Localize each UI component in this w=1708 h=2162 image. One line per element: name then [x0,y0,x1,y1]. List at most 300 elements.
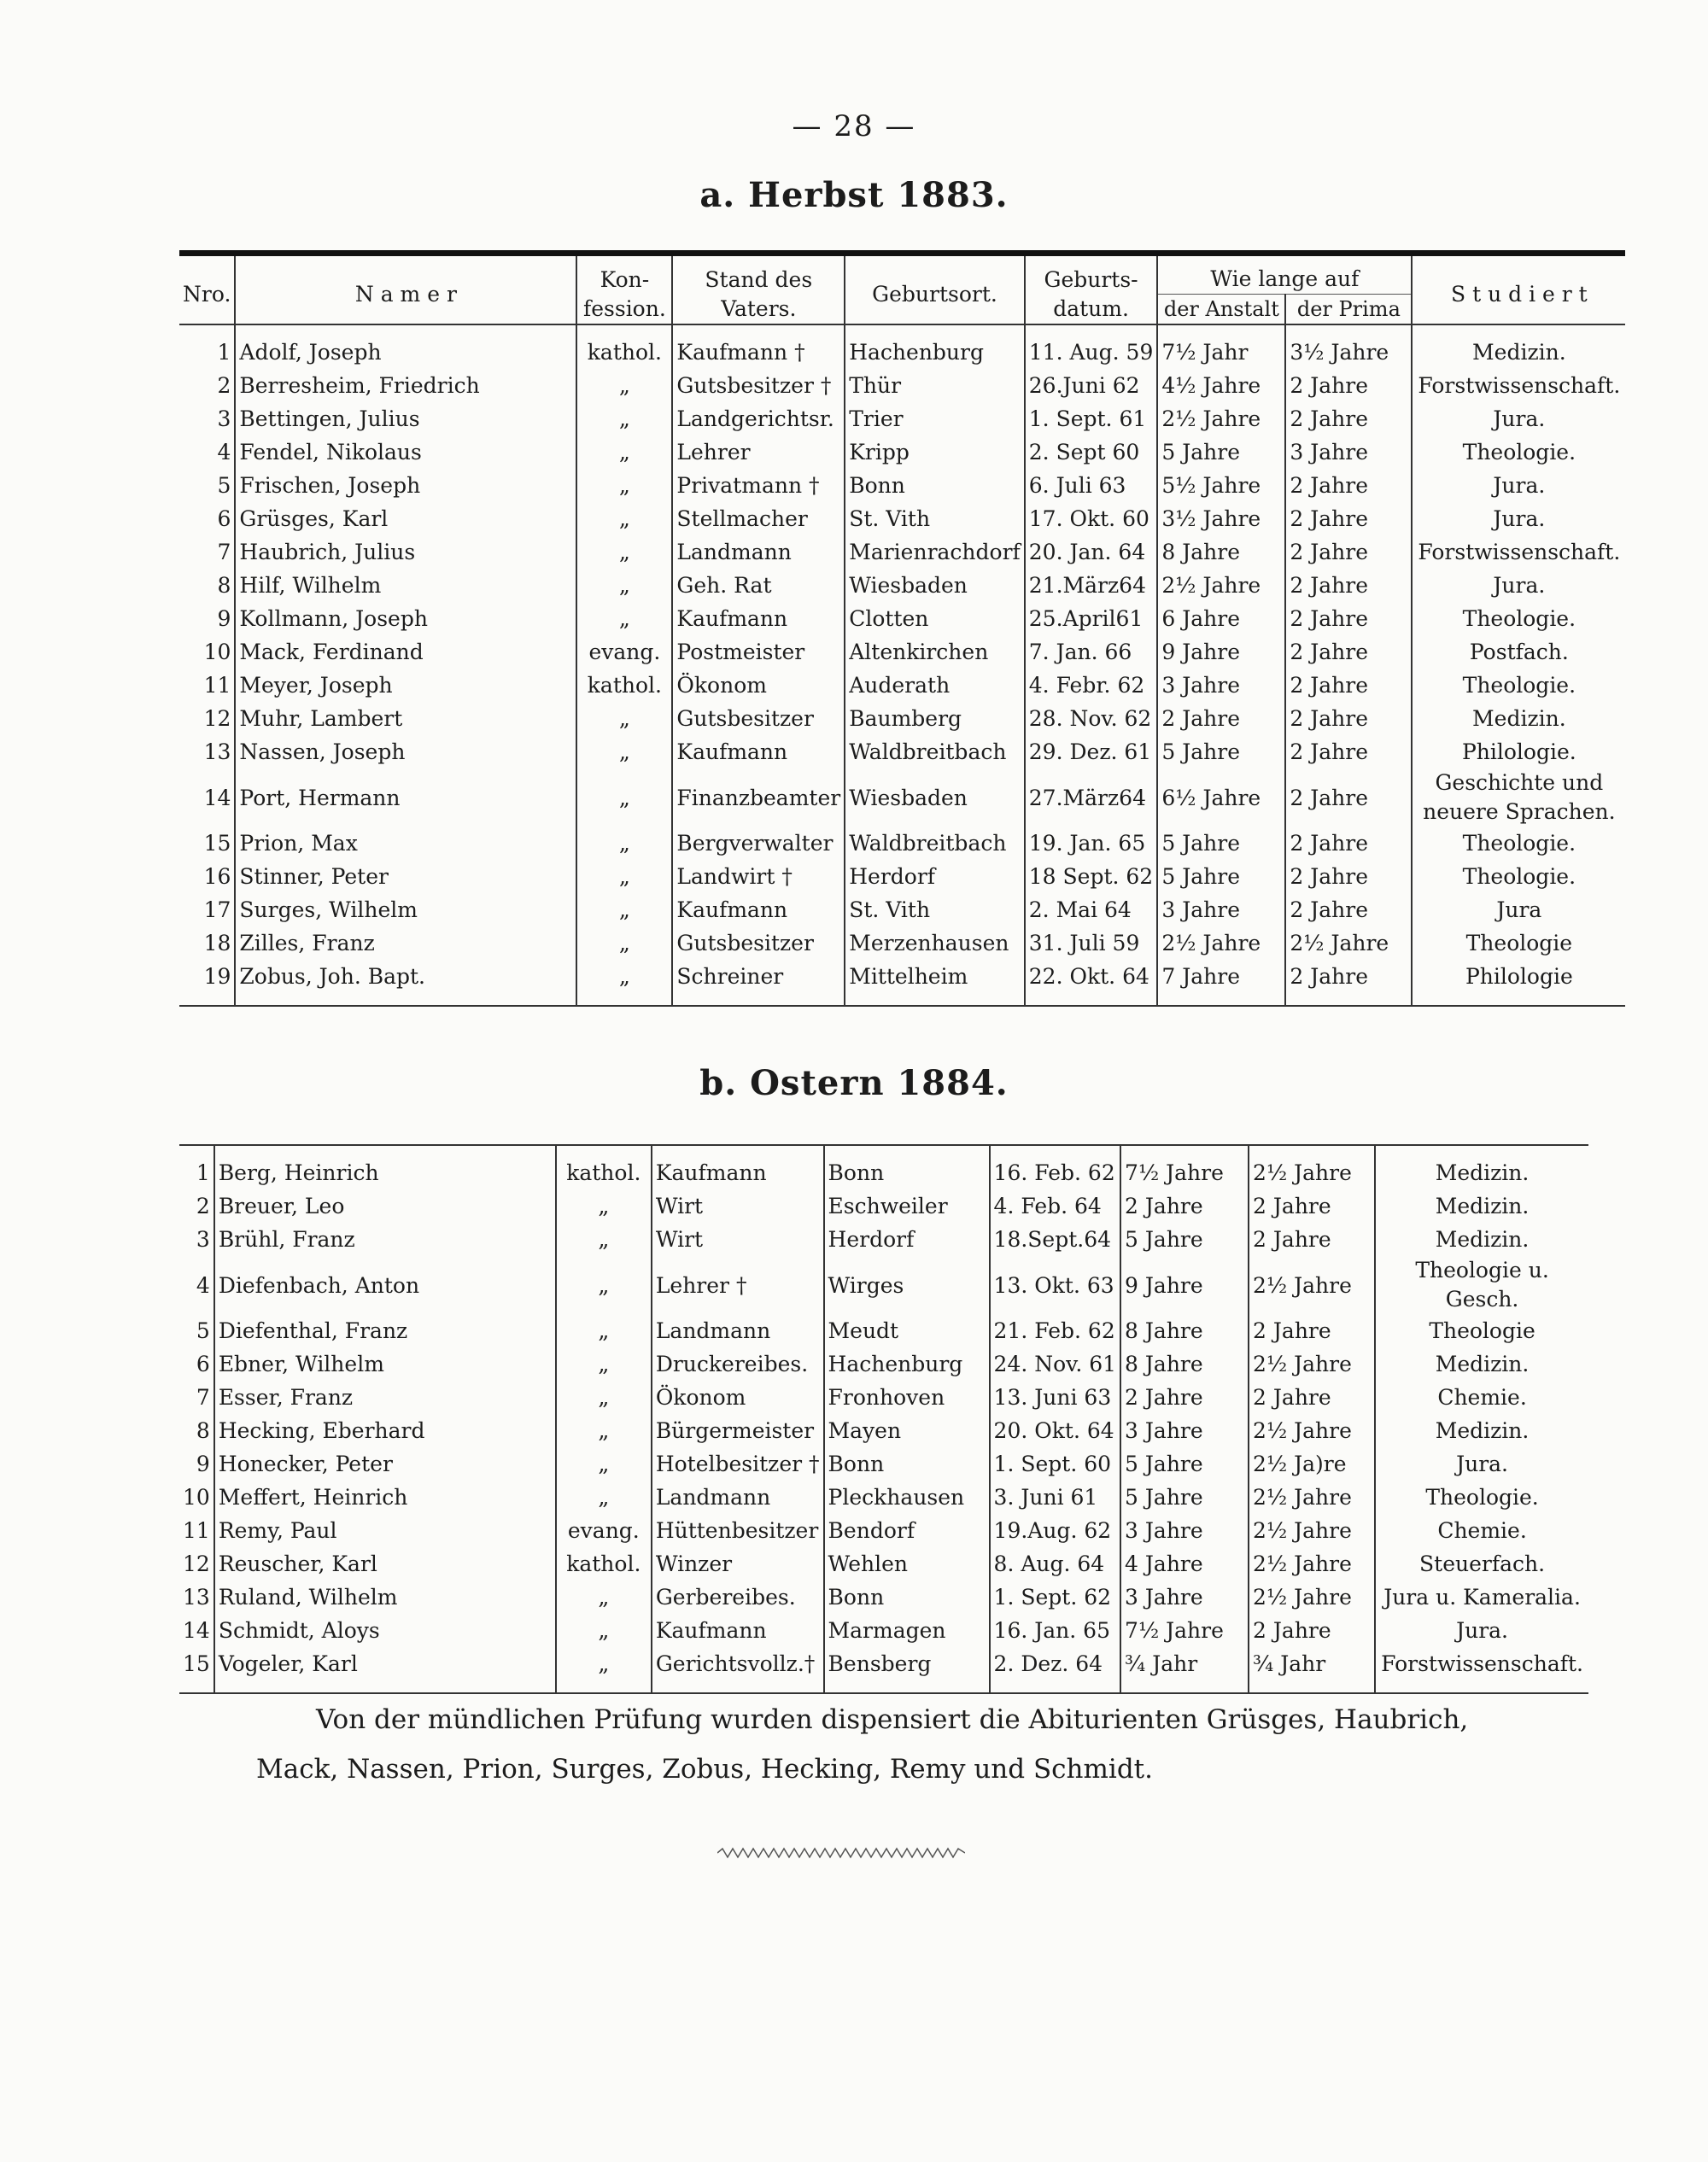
header-name: N a m e r [235,254,576,325]
konfession: kathol. [576,669,672,702]
header-geburtsort: Geburtsort. [845,254,1025,325]
geburtsort: Mayen [824,1414,990,1447]
geburtsort: Herdorf [824,1223,990,1256]
dauer-prima: 2½ Jahre [1249,1414,1375,1447]
table-row [179,1189,1588,1223]
header-wie-lange: Wie lange auf [1157,254,1412,295]
ornament-divider [717,1847,965,1859]
student-name: Brühl, Franz [214,1223,556,1256]
section-title-herbst: a. Herbst 1883. [699,175,1009,215]
table-herbst-1883 [179,250,1625,1007]
konfession: „ [556,1314,652,1347]
table-row [179,1647,1588,1693]
stand-des-vaters: Wirt [652,1189,824,1223]
table-row [179,926,1625,960]
geburtsort: Hachenburg [824,1347,990,1381]
table-row [179,324,1625,369]
table-row [179,1514,1588,1547]
stand-des-vaters: Gutsbesitzer [672,702,845,735]
geburtsdatum: 20. Jan. 64 [1025,535,1158,569]
geburtsdatum: 24. Nov. 61 [990,1347,1121,1381]
student-name: Prion, Max [235,827,576,860]
header-studiert: S t u d i e r t [1451,281,1588,307]
geburtsort: Bendorf [824,1514,990,1547]
dauer-prima: 2 Jahre [1285,369,1412,402]
geburtsdatum: 31. Juli 59 [1025,926,1158,960]
row-number: 14 [179,768,235,827]
stand-des-vaters: Privatmann † [672,469,845,502]
dauer-anstalt: 5 Jahre [1157,735,1285,768]
dauer-anstalt: 8 Jahre [1120,1347,1249,1381]
header-nr [179,254,235,325]
table-row [179,1145,1588,1189]
student-name: Bettingen, Julius [235,402,576,435]
stand-des-vaters: Kaufmann [672,602,845,635]
stand-des-vaters: Bürgermeister [652,1414,824,1447]
studiert: Theologie [1429,1318,1535,1343]
geburtsdatum: 11. Aug. 59 [1025,324,1158,369]
table-herbst-body [179,324,1625,1006]
studiert: Jura. [1493,572,1546,598]
section-title-ostern: b. Ostern 1884. [699,1063,1009,1103]
table-row [179,860,1625,893]
konfession: „ [576,535,672,569]
page-number: — 28 — [792,109,916,143]
header-stand: Stand des Vaters. [672,254,845,325]
stand-des-vaters: Hotelbesitzer † [652,1447,824,1481]
table-row [179,1447,1588,1481]
stand-des-vaters: Landmann [652,1481,824,1514]
dauer-anstalt: 2½ Jahre [1157,402,1285,435]
geburtsort: Bonn [824,1145,990,1189]
dauer-prima: 2½ Jahre [1249,1547,1375,1581]
table-row [179,502,1625,535]
table-row [179,669,1625,702]
student-name: Berg, Heinrich [214,1145,556,1189]
studiert: Geschichte und neuere Sprachen. [1423,770,1616,824]
geburtsort: Bonn [845,469,1025,502]
geburtsdatum: 6. Juli 63 [1025,469,1158,502]
header-konfession: Kon-fession. [576,254,672,325]
row-number: 7 [179,535,235,569]
table-row [179,569,1625,602]
student-name: Reuscher, Karl [214,1547,556,1581]
studiert: Forstwissenschaft. [1418,372,1621,398]
geburtsort: St. Vith [845,893,1025,926]
geburtsort: Bensberg [824,1647,990,1693]
row-number: 9 [179,1447,214,1481]
table-row [179,960,1625,1006]
row-number: 8 [179,569,235,602]
konfession: „ [576,893,672,926]
konfession: „ [576,402,672,435]
row-number: 16 [179,860,235,893]
dauer-anstalt: 5 Jahre [1120,1447,1249,1481]
stand-des-vaters: Landmann [652,1314,824,1347]
dauer-prima: 2 Jahre [1285,669,1412,702]
geburtsort: Pleckhausen [824,1481,990,1514]
konfession: „ [576,469,672,502]
dauer-anstalt: 9 Jahre [1157,635,1285,669]
student-name: Meffert, Heinrich [214,1481,556,1514]
geburtsort: Auderath [845,669,1025,702]
konfession: „ [556,1256,652,1314]
student-name: Breuer, Leo [214,1189,556,1223]
studiert: Theologie. [1462,672,1576,698]
dauer-anstalt: 6 Jahre [1157,602,1285,635]
geburtsdatum: 4. Febr. 62 [1025,669,1158,702]
studiert: Medizin. [1472,705,1566,731]
geburtsort: Waldbreitbach [845,827,1025,860]
dauer-prima: 2 Jahre [1285,602,1412,635]
stand-des-vaters: Kaufmann † [672,324,845,369]
studiert: Philologie [1412,960,1625,1006]
studiert: Theologie [1465,930,1573,955]
geburtsort: Thür [845,369,1025,402]
table-row [179,635,1625,669]
studiert: Theologie. [1462,863,1576,889]
studiert: Jura. [1493,406,1546,431]
student-name: Ruland, Wilhelm [214,1581,556,1614]
stand-des-vaters: Hüttenbesitzer [652,1514,824,1547]
konfession: „ [576,735,672,768]
table-ostern-1884 [179,1144,1588,1694]
studiert: Jura. [1493,505,1546,531]
dauer-anstalt: 2½ Jahre [1157,926,1285,960]
studiert: Jura. [1456,1451,1509,1476]
row-number: 15 [179,827,235,860]
row-number: 2 [179,369,235,402]
geburtsdatum: 21. Feb. 62 [990,1314,1121,1347]
student-name: Ebner, Wilhelm [214,1347,556,1381]
konfession: kathol. [556,1547,652,1581]
studiert: Jura u. Kameralia. [1383,1584,1581,1610]
dauer-anstalt: 5 Jahre [1120,1481,1249,1514]
geburtsort: Herdorf [845,860,1025,893]
dauer-prima: 2 Jahre [1285,827,1412,860]
row-number: 17 [179,893,235,926]
header-geburtsdatum: Geburts-datum. [1025,254,1158,325]
dauer-prima: 2½ Jahre [1249,1256,1375,1314]
konfession: „ [556,1347,652,1381]
table-row [179,1381,1588,1414]
row-number: 9 [179,602,235,635]
geburtsort: Hachenburg [845,324,1025,369]
table-row [179,1314,1588,1347]
student-name: Meyer, Joseph [235,669,576,702]
row-number: 6 [179,502,235,535]
studiert: Chemie. [1437,1384,1527,1410]
student-name: Muhr, Lambert [235,702,576,735]
student-name: Vogeler, Karl [214,1647,556,1693]
geburtsdatum: 2. Mai 64 [1025,893,1158,926]
studiert: Medizin. [1472,339,1566,365]
table-row [179,1414,1588,1447]
dauer-anstalt: 5 Jahre [1157,860,1285,893]
dauer-prima: 2½ Jahre [1249,1145,1375,1189]
geburtsdatum: 22. Okt. 64 [1025,960,1158,1006]
konfession: „ [556,1647,652,1693]
geburtsdatum: 3. Juni 61 [990,1481,1121,1514]
konfession: „ [576,768,672,827]
geburtsdatum: 19.Aug. 62 [990,1514,1121,1547]
dauer-prima: ¾ Jahr [1249,1647,1375,1693]
konfession: „ [576,860,672,893]
geburtsdatum: 19. Jan. 65 [1025,827,1158,860]
stand-des-vaters: Bergverwalter [672,827,845,860]
stand-des-vaters: Gerbereibes. [652,1581,824,1614]
stand-des-vaters: Gutsbesitzer [672,926,845,960]
dauer-anstalt: 3 Jahre [1120,1581,1249,1614]
dauer-anstalt: 2 Jahre [1120,1381,1249,1414]
studiert: Theologie. [1462,605,1576,631]
dauer-prima: 2½ Jahre [1249,1347,1375,1381]
geburtsdatum: 4. Feb. 64 [990,1189,1121,1223]
konfession: „ [576,569,672,602]
row-number: 6 [179,1347,214,1381]
studiert: Theologie u. Gesch. [1415,1258,1549,1312]
row-number: 14 [179,1614,214,1647]
row-number: 13 [179,1581,214,1614]
geburtsdatum: 8. Aug. 64 [990,1547,1121,1581]
geburtsdatum: 27.März64 [1025,768,1158,827]
student-name: Mack, Ferdinand [235,635,576,669]
geburtsort: Baumberg [845,702,1025,735]
student-name: Hecking, Eberhard [214,1414,556,1447]
geburtsdatum: 16. Feb. 62 [990,1145,1121,1189]
konfession: „ [556,1581,652,1614]
dauer-anstalt: 3 Jahre [1157,893,1285,926]
konfession: „ [556,1189,652,1223]
stand-des-vaters: Schreiner [672,960,845,1006]
geburtsort: Kripp [845,435,1025,469]
table-row [179,1347,1588,1381]
studiert: Steuerfach. [1419,1551,1546,1576]
dauer-prima: 2 Jahre [1249,1314,1375,1347]
studiert: Jura. [1456,1617,1509,1643]
stand-des-vaters: Lehrer † [652,1256,824,1314]
dauer-prima: 2 Jahre [1249,1381,1375,1414]
dauer-prima: 2 Jahre [1285,768,1412,827]
geburtsort: Trier [845,402,1025,435]
geburtsdatum: 7. Jan. 66 [1025,635,1158,669]
konfession: „ [576,827,672,860]
studiert: Medizin. [1435,1226,1530,1252]
table-row [179,1614,1588,1647]
table-row [179,827,1625,860]
table-ostern-body [179,1145,1588,1693]
geburtsdatum: 1. Sept. 62 [990,1581,1121,1614]
geburtsdatum: 1. Sept. 60 [990,1447,1121,1481]
geburtsdatum: 18.Sept.64 [990,1223,1121,1256]
geburtsdatum: 2. Sept 60 [1025,435,1158,469]
student-name: Zilles, Franz [235,926,576,960]
konfession: „ [576,602,672,635]
geburtsdatum: 20. Okt. 64 [990,1414,1121,1447]
row-number: 1 [179,324,235,369]
dauer-prima: 2 Jahre [1285,402,1412,435]
dauer-prima: 2 Jahre [1249,1189,1375,1223]
geburtsort: Clotten [845,602,1025,635]
dauer-anstalt: 2 Jahre [1157,702,1285,735]
geburtsdatum: 29. Dez. 61 [1025,735,1158,768]
stand-des-vaters: Druckereibes. [652,1347,824,1381]
studiert: Theologie. [1425,1484,1539,1510]
geburtsort: Wiesbaden [845,768,1025,827]
dauer-prima: 2 Jahre [1285,502,1412,535]
konfession: evang. [556,1514,652,1547]
row-number: 12 [179,702,235,735]
studiert: Philologie. [1461,739,1576,764]
geburtsort: Wirges [824,1256,990,1314]
dauer-prima: 2 Jahre [1285,635,1412,669]
table-row [179,1547,1588,1581]
student-name: Esser, Franz [214,1381,556,1414]
stand-des-vaters: Winzer [652,1547,824,1581]
student-name: Honecker, Peter [214,1447,556,1481]
stand-des-vaters: Finanzbeamter [672,768,845,827]
dauer-prima: 2½ Jahre [1249,1581,1375,1614]
geburtsort: Fronhoven [824,1381,990,1414]
row-number: 8 [179,1414,214,1447]
dauer-anstalt: 2 Jahre [1120,1189,1249,1223]
dauer-prima: 2 Jahre [1249,1614,1375,1647]
geburtsdatum: 26.Juni 62 [1025,369,1158,402]
row-number: 5 [179,1314,214,1347]
row-number: 7 [179,1381,214,1414]
geburtsort: Altenkirchen [845,635,1025,669]
dauer-anstalt: 3 Jahre [1120,1414,1249,1447]
table-row [179,768,1625,827]
student-name: Haubrich, Julius [235,535,576,569]
geburtsort: Mittelheim [845,960,1025,1006]
geburtsort: St. Vith [845,502,1025,535]
dauer-prima: 2 Jahre [1285,893,1412,926]
geburtsort: Merzenhausen [845,926,1025,960]
student-name: Zobus, Joh. Bapt. [235,960,576,1006]
stand-des-vaters: Kaufmann [652,1614,824,1647]
row-number: 4 [179,1256,214,1314]
student-name: Berresheim, Friedrich [235,369,576,402]
konfession: „ [556,1223,652,1256]
studiert: Forstwissenschaft. [1375,1647,1588,1693]
stand-des-vaters: Ökonom [672,669,845,702]
geburtsort: Bonn [824,1447,990,1481]
dauer-anstalt: 7½ Jahre [1120,1614,1249,1647]
row-number: 15 [179,1647,214,1693]
konfession: „ [576,435,672,469]
student-name: Port, Hermann [235,768,576,827]
student-name: Hilf, Wilhelm [235,569,576,602]
student-name: Remy, Paul [214,1514,556,1547]
stand-des-vaters: Kaufmann [672,893,845,926]
konfession: „ [576,502,672,535]
row-number: 13 [179,735,235,768]
table-row [179,469,1625,502]
row-number: 2 [179,1189,214,1223]
geburtsort: Wiesbaden [845,569,1025,602]
row-number: 5 [179,469,235,502]
row-number: 10 [179,1481,214,1514]
row-number: 11 [179,1514,214,1547]
dauer-anstalt: 5 Jahre [1157,827,1285,860]
dauer-prima: 2 Jahre [1285,960,1412,1006]
table-row [179,402,1625,435]
konfession: „ [556,1414,652,1447]
table-row [179,435,1625,469]
student-name: Surges, Wilhelm [235,893,576,926]
table-row [179,702,1625,735]
dauer-anstalt: 8 Jahre [1120,1314,1249,1347]
stand-des-vaters: Landmann [672,535,845,569]
konfession: „ [576,702,672,735]
konfession: „ [556,1481,652,1514]
student-name: Grüsges, Karl [235,502,576,535]
konfession: kathol. [576,324,672,369]
header-nr-label: Nro. [183,281,231,307]
table-row [179,535,1625,569]
studiert: Postfach. [1469,639,1569,664]
konfession: „ [576,926,672,960]
konfession: kathol. [556,1145,652,1189]
geburtsort: Marienrachdorf [845,535,1025,569]
student-name: Diefenbach, Anton [214,1256,556,1314]
dauer-anstalt: 3½ Jahre [1157,502,1285,535]
table-row [179,735,1625,768]
studiert: Chemie. [1437,1517,1527,1543]
dauer-anstalt: 7½ Jahre [1120,1145,1249,1189]
student-name: Nassen, Joseph [235,735,576,768]
table-row [179,1581,1588,1614]
row-number: 12 [179,1547,214,1581]
dauer-prima: 2½ Jahre [1285,926,1412,960]
table-row [179,1481,1588,1514]
student-name: Kollmann, Joseph [235,602,576,635]
dauer-anstalt: 4 Jahre [1120,1547,1249,1581]
studiert: Jura. [1493,472,1546,498]
row-number: 19 [179,960,235,1006]
dauer-prima: 2 Jahre [1285,469,1412,502]
geburtsort: Meudt [824,1314,990,1347]
dauer-prima: 2 Jahre [1249,1223,1375,1256]
geburtsdatum: 21.März64 [1025,569,1158,602]
student-name: Schmidt, Aloys [214,1614,556,1647]
studiert: Medizin. [1435,1417,1530,1443]
studiert: Jura [1496,897,1542,922]
geburtsort: Wehlen [824,1547,990,1581]
row-number: 4 [179,435,235,469]
row-number: 3 [179,1223,214,1256]
konfession: „ [556,1614,652,1647]
header-prima: der Prima [1285,295,1412,325]
dauer-prima: 3½ Jahre [1285,324,1412,369]
geburtsdatum: 25.April61 [1025,602,1158,635]
stand-des-vaters: Wirt [652,1223,824,1256]
geburtsdatum: 13. Okt. 63 [990,1256,1121,1314]
stand-des-vaters: Lehrer [672,435,845,469]
konfession: „ [576,960,672,1006]
geburtsdatum: 1. Sept. 61 [1025,402,1158,435]
stand-des-vaters: Landgerichtsr. [672,402,845,435]
table-row [179,602,1625,635]
row-number: 1 [179,1145,214,1189]
dauer-anstalt: 7½ Jahr [1157,324,1285,369]
table-row [179,1256,1588,1314]
konfession: „ [576,369,672,402]
student-name: Stinner, Peter [235,860,576,893]
student-name: Frischen, Joseph [235,469,576,502]
studiert: Medizin. [1435,1351,1530,1376]
